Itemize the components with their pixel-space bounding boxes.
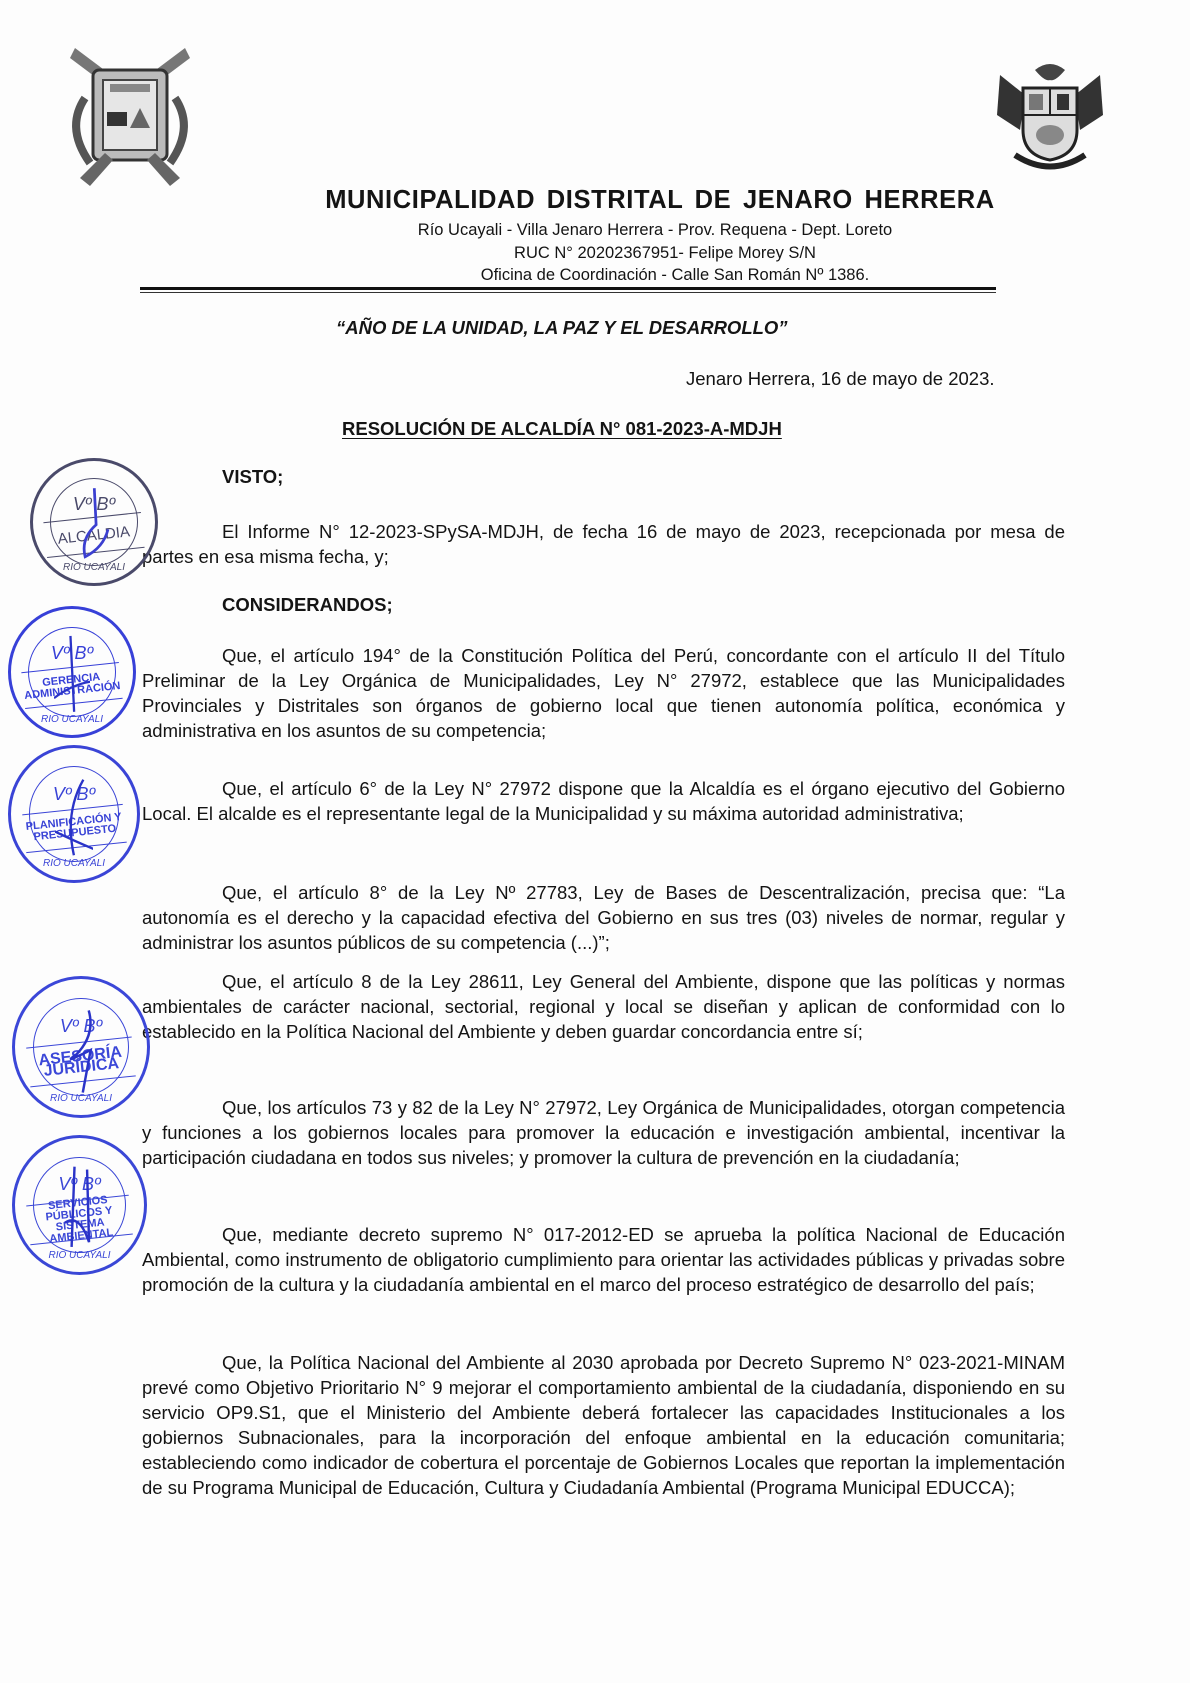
- visto-paragraph: El Informe N° 12-2023-SPySA-MDJH, de fecha 16 de mayo de 2023, recepcionada por mesa de partes en esa misma fecha, y;: [142, 521, 1065, 567]
- considerando-paragraph: Que, el artículo 8 de la Ley 28611, Ley General del Ambiente, dispone que las políticas y normas ambientales de carácter nacional, sectorial, regional y local se diseñan y aplican de conformidad con lo establecido en la Política Nacional del Ambiente y deben guardar concordancia entre sí;: [142, 971, 1065, 1042]
- approval-stamp-servicios-ambientales: [12, 1135, 147, 1275]
- signature-icon: [60, 1158, 99, 1259]
- header-divider: [140, 287, 996, 290]
- stamp-office: GERENCIA ADMINISTRACIÓN: [22, 662, 123, 709]
- signature-icon: [61, 999, 101, 1101]
- stamp-ring-text: RIO UCAYALI: [48, 1250, 111, 1262]
- institution-name: MUNICIPALIDAD DISTRITAL DE JENARO HERRERA: [325, 186, 995, 214]
- considerando-paragraph: Que, el artículo 8° de la Ley Nº 27783, Ley de Bases de Descentralización, precisa que: “La autonomía es el derecho y la capacidad efectiva del Gobierno en sus tres (03) niveles de normar, regular y administrar los asuntos públicos de su competencia (...)”;: [142, 882, 1065, 953]
- signature-icon: [76, 479, 113, 571]
- approval-stamp-alcaldia: [30, 458, 158, 586]
- resolution-title: RESOLUCIÓN DE ALCALDÍA N° 081-2023-A-MDJH: [342, 418, 782, 439]
- municipal-coat-of-arms-icon: [55, 38, 205, 188]
- year-motto: “AÑO DE LA UNIDAD, LA PAZ Y EL DESARROLLO”: [336, 317, 788, 338]
- approval-stamp-administracion: [8, 606, 136, 738]
- considerando-paragraph: Que, la Política Nacional del Ambiente al 2030 aprobada por Decreto Supremo N° 023-2021-MINAM prevé como Objetivo Prioritario N° 9 mejorar el comportamiento ambiental de la ciudadanía, disponiendo en su servicio OP9.S1, que el Ministerio del Ambiente deberá fortalecer las capacidades Institucionales a los gobiernos Subnacionales, para la incorporación del enfoque ambiental en la educación comunitaria; estableciendo como indicador de cobertura el porcentaje de Gobiernos Locales que reportan la implementación de su Programa Municipal de Educación, Cultura y Ciudadanía Ambiental (Programa Municipal EDUCCA);: [142, 1352, 1065, 1498]
- stamp-vb: Vº Bº: [59, 1015, 103, 1036]
- considerando-paragraph: Que, los artículos 73 y 82 de la Ley N° 27972, Ley Orgánica de Municipalidades, otorgan competencia y funciones a los gobiernos locales para promover la educación e investigación ambiental, incentivar la participación ciudadana en todos sus niveles; y promover la cultura de prevención en la ciudadanía;: [142, 1097, 1065, 1168]
- visto-heading: VISTO;: [222, 466, 284, 487]
- stamp-office: ALCALDIA: [44, 512, 145, 558]
- considerando-paragraph: Que, el artículo 6° de la Ley N° 27972 dispone que la Alcaldía es el órgano ejecutivo del Gobierno Local. El alcalde es el representante legal de la Municipalidad y su máxima autoridad administrativa;: [142, 778, 1065, 824]
- signature-icon: [55, 768, 93, 867]
- approval-stamp-asesoria-juridica: [12, 976, 150, 1118]
- stamp-vb: Vº Bº: [58, 1174, 101, 1195]
- stamp-ring-text: RIO UCAYALI: [42, 858, 106, 870]
- stamp-ring-text: RIO UCAYALI: [62, 562, 126, 574]
- stamp-ring-text: RIO UCAYALI: [40, 713, 104, 725]
- approval-stamp-planificacion: [8, 745, 140, 883]
- stamp-office: ASESORÍA JURÍDICA: [26, 1036, 135, 1087]
- stamp-vb: Vº Bº: [50, 643, 94, 664]
- stamp-vb: Vº Bº: [72, 493, 116, 514]
- considerando-paragraph: Que, mediante decreto supremo N° 017-2012-ED se aprueba la política Nacional de Educación Ambiental, como instrumento de obligatorio cumplimiento para orientar las actividades públicas y privadas sobre promoción de la cultura y la ciudadanía ambiental en el marco del proceso estratégico de desarrollo del país;: [142, 1224, 1065, 1295]
- stamp-vb: Vº Bº: [52, 783, 96, 804]
- considerandos-heading: CONSIDERANDOS;: [222, 594, 393, 615]
- ruc-line: RUC N° 20202367951- Felipe Morey S/N: [514, 244, 816, 262]
- address-line: Río Ucayali - Villa Jenaro Herrera - Prov. Requena - Dept. Loreto: [417, 221, 893, 239]
- peru-coat-of-arms-icon: [995, 60, 1105, 175]
- stamp-ring-text: RIO UCAYALI: [49, 1093, 113, 1105]
- considerando-paragraph: Que, el artículo 194° de la Constitución Política del Perú, concordante con el artículo II del Título Preliminar de la Ley Orgánica de Municipalidades, Ley N° 27972, establece que las Municipalidades Provinciales y Distritales son órganos de gobierno local que tienen autonomía política, económica y administrativa en los asuntos de su competencia;: [142, 645, 1065, 741]
- place-date: Jenaro Herrera, 16 de mayo de 2023.: [686, 368, 995, 389]
- office-address-line: Oficina de Coordinación - Calle San Román Nº 1386.: [480, 266, 870, 284]
- header-divider-thin: [140, 292, 996, 293]
- stamp-office: SERVICIOS PÚBLICOS Y SISTEMA AMBIENTAL: [26, 1194, 133, 1244]
- stamp-office: PLANIFICACIÓN Y PRESUPUESTO: [22, 804, 126, 853]
- signature-icon: [54, 628, 91, 723]
